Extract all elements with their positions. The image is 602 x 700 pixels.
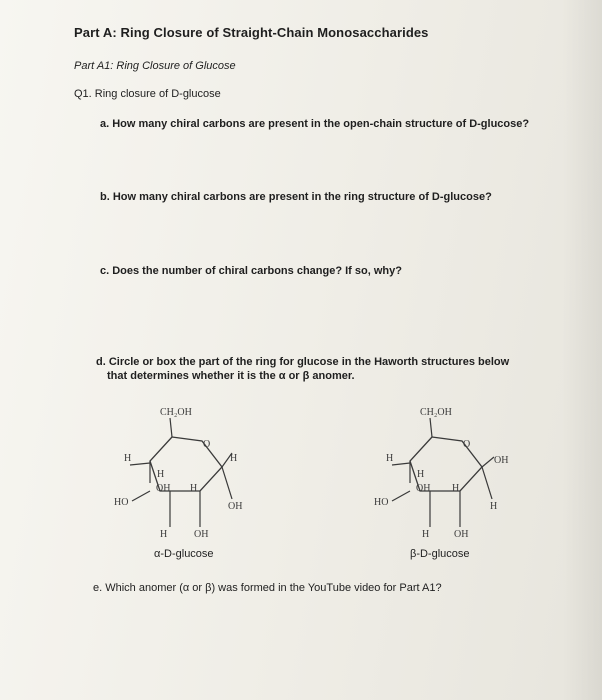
- beta-h-c2: H: [422, 529, 430, 540]
- part-title: Part A: Ring Closure of Straight-Chain Monosaccharides: [74, 25, 429, 40]
- alpha-bond-h-c5: [130, 463, 150, 465]
- beta-ch2oh-bond: [430, 418, 432, 437]
- alpha-h-c5: H: [124, 453, 132, 464]
- beta-bond-oh-c1: [482, 457, 494, 467]
- alpha-h-c1: H: [230, 453, 238, 464]
- beta-h-c3: H: [452, 483, 460, 494]
- page-shadow: [562, 0, 602, 700]
- sub-title: Part A1: Ring Closure of Glucose: [74, 60, 236, 72]
- alpha-oh-c1: OH: [228, 501, 243, 512]
- beta-bond-ho: [392, 491, 410, 501]
- alpha-h-c4: H: [157, 469, 165, 480]
- alpha-glucose-structure: [110, 405, 270, 545]
- alpha-bond-ho: [132, 491, 150, 501]
- alpha-h-c2: H: [160, 529, 168, 540]
- beta-ring-oxygen: O: [463, 439, 471, 450]
- beta-bond-h-c1: [482, 467, 492, 499]
- question-a: a. How many chiral carbons are present in the open-chain structure of D-glucose?: [100, 118, 530, 130]
- question-d-line-2: that determines whether it is the α or β anomer.: [107, 370, 355, 382]
- beta-bond-h-c5: [392, 463, 410, 465]
- alpha-h-c3: H: [190, 483, 198, 494]
- question-1-title: Q1. Ring closure of D-glucose: [74, 88, 221, 100]
- beta-oh-c4: OH: [416, 483, 431, 494]
- alpha-ch2oh-label: CH₂OH: [160, 407, 192, 418]
- alpha-oh-c4: OH: [156, 483, 171, 494]
- beta-oh-c2: OH: [454, 529, 469, 540]
- beta-oh-c1: OH: [494, 455, 509, 466]
- alpha-bond-oh-c1: [222, 467, 232, 499]
- question-e: e. Which anomer (α or β) was formed in the YouTube video for Part A1?: [93, 582, 442, 594]
- beta-h-c5: H: [386, 453, 394, 464]
- question-b: b. How many chiral carbons are present in the ring structure of D-glucose?: [100, 191, 492, 203]
- beta-h-c1: H: [490, 501, 498, 512]
- alpha-ring-oxygen: O: [203, 439, 211, 450]
- beta-h-c4: H: [417, 469, 425, 480]
- alpha-caption: α-D-glucose: [154, 548, 214, 560]
- alpha-oh-c2: OH: [194, 529, 209, 540]
- beta-ho-left: HO: [374, 497, 389, 508]
- question-c: c. Does the number of chiral carbons change? If so, why?: [100, 265, 402, 277]
- alpha-ho-left: HO: [114, 497, 129, 508]
- beta-glucose-structure: [370, 405, 530, 545]
- question-d-line-1: d. Circle or box the part of the ring for glucose in the Haworth structures below: [96, 356, 510, 368]
- beta-ch2oh-label: CH₂OH: [420, 407, 452, 418]
- beta-caption: β-D-glucose: [410, 548, 470, 560]
- alpha-ch2oh-bond: [170, 418, 172, 437]
